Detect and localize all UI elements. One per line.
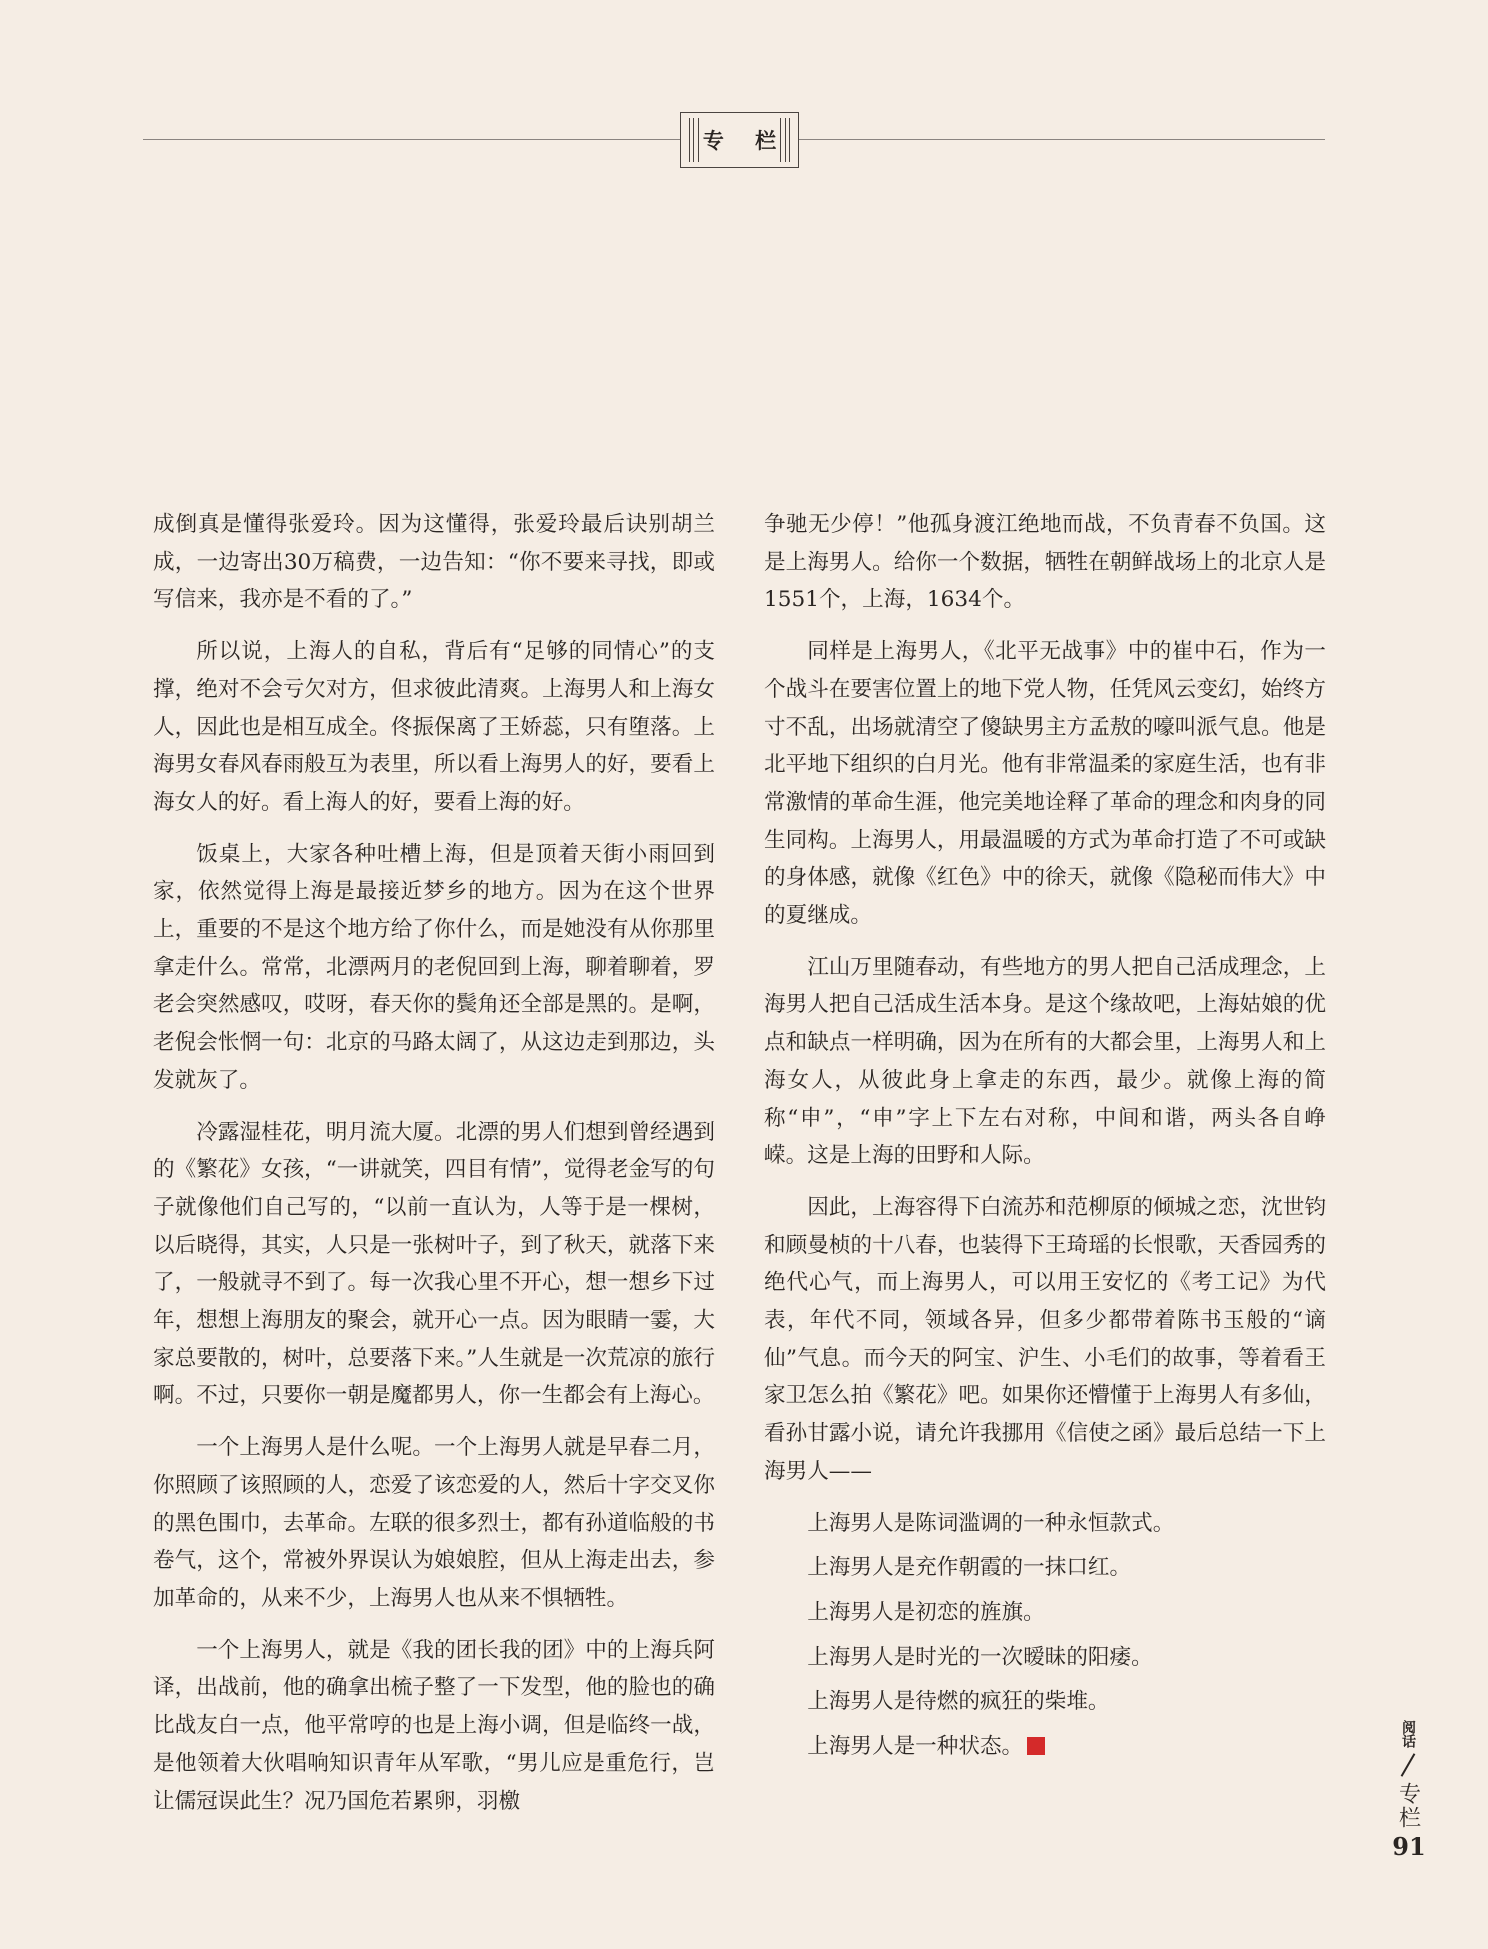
- running-footer: [1390, 1720, 1426, 1830]
- paragraph: 所以说，上海人的自私，背后有“足够的同情心”的支撑，绝对不会亏欠对方，但求彼此清爽。上海男人和上海女人，因此也是相互成全。佟振保离了王娇蕊，只有堕落。上海男女春风春雨般互为表里，所以看上海男人的好，要看上海女人的好。看上海人的好，要看上海的好。: [153, 639, 715, 815]
- paragraph: 冷露湿桂花，明月流大厦。北漂的男人们想到曾经遇到的《繁花》女孩，“一讲就笑，四目有情”，觉得老金写的句子就像他们自己写的，“以前一直认为，人等于是一棵树，以后晓得，其实，人只是一张树叶子，到了秋天，就落下来了，一般就寻不到了。每一次我心里不开心，想一想乡下过年，想想上海朋友的聚会，就开心一点。因为眼睛一霎，大家总要散的，树叶，总要落下来。”人生就是一次荒凉的旅行啊。不过，只要你一朝是魔都男人，你一生都会有上海心。: [153, 1119, 715, 1409]
- verse-line: 上海男人是待燃的疯狂的柴堆。: [807, 1689, 1110, 1715]
- slash-divider: [1401, 1753, 1416, 1777]
- verse-line: 上海男人是初恋的旌旗。: [807, 1599, 1045, 1625]
- end-mark-icon: [1027, 1737, 1045, 1755]
- verse-line: 上海男人是时光的一次暧昧的阳痿。: [807, 1644, 1153, 1670]
- verse-text: 上海男人是一种状态。: [807, 1734, 1024, 1760]
- verse-line-final: [764, 1728, 1326, 1766]
- paragraph: 一个上海男人，就是《我的团长我的团》中的上海兵阿译，出战前，他的确拿出梳子整了一下发型，他的脸也的确比战友白一点，他平常哼的也是上海小调，但是临终一战，是他领着大伙唱响知识青年从军歌，“男儿应是重危行，岂让儒冠误此生？况乃国危若累卵，羽檄: [153, 1637, 715, 1814]
- paragraph: 一个上海男人是什么呢。一个上海男人就是早春二月，你照顾了该照顾的人，恋爱了该恋爱的人，然后十字交叉你的黑色围巾，去革命。左联的很多烈士，都有孙道临般的书卷气，这个，常被外界误认为娘娘腔，但从上海走出去，参加革命的，从来不少，上海男人也从来不惧牺牲。: [153, 1435, 715, 1611]
- paragraph: 因此，上海容得下白流苏和范柳原的倾城之恋，沈世钧和顾曼桢的十八春，也装得下王琦瑶的长恨歌，天香园秀的绝代心气，而上海男人，可以用王安忆的《考工记》为代表，年代不同，领域各异，但多少都带着陈书玉般的“谪仙”气息。而今天的阿宝、沪生、小毛们的故事，等着看王家卫怎么拍《繁花》吧。如果你还懵懂于上海男人有多仙，看孙甘露小说，请允许我挪用《信使之函》最后总结一下上海男人——: [764, 1194, 1326, 1484]
- paragraph: 饭桌上，大家各种吐槽上海，但是顶着天街小雨回到家，依然觉得上海是最接近梦乡的地方。因为在这个世界上，重要的不是这个地方给了你什么，而是她没有从你那里拿走什么。常常，北漂两月的老倪回到上海，聊着聊着，罗老会突然感叹，哎呀，春天你的鬓角还全部是黑的。是啊，老倪会怅惘一句：北京的马路太阔了，从这边走到那边，头发就灰了。: [153, 841, 715, 1093]
- section-label: 专 栏: [702, 128, 789, 153]
- paragraph: 江山万里随春动，有些地方的男人把自己活成理念，上海男人把自己活成生活本身。是这个缘故吧，上海姑娘的优点和缺点一样明确，因为在所有的大都会里，上海男人和上海女人，从彼此身上拿走的东西，最少。就像上海的简称“申”，“申”字上下左右对称，中间和谐，两头各自峥嵘。这是上海的田野和人际。: [764, 954, 1326, 1169]
- section-name: 专栏: [1395, 1782, 1421, 1830]
- verse-line: 上海男人是陈词滥调的一种永恒款式。: [807, 1510, 1175, 1536]
- paragraph: 争驰无少停！”他孤身渡江绝地而战，不负青春不负国。这是上海男人。给你一个数据，牺牲在朝鲜战场上的北京人是1551个，上海，1634个。: [764, 512, 1326, 613]
- section-badge: [680, 112, 799, 168]
- section-badge-frame: [689, 118, 790, 162]
- page-number: 91: [1392, 1832, 1426, 1861]
- left-column: [153, 506, 715, 1834]
- right-column: [764, 506, 1326, 1773]
- paragraph: 同样是上海男人，《北平无战事》中的崔中石，作为一个战斗在要害位置上的地下党人物，任凭风云变幻，始终方寸不乱，出场就清空了傻缺男主方孟敖的嚎叫派气息。他是北平地下组织的白月光。他有非常温柔的家庭生活，也有非常激情的革命生涯，他完美地诠释了革命的理念和肉身的同生同构。上海男人，用最温暖的方式为革命打造了不可或缺的身体感，就像《红色》中的徐天，就像《隐秘而伟大》中的夏继成。: [764, 639, 1326, 929]
- verse-line: 上海男人是充作朝霞的一抹口红。: [807, 1555, 1132, 1581]
- magazine-brand: 阅话: [1400, 1720, 1416, 1748]
- paragraph: 成倒真是懂得张爱玲。因为这懂得，张爱玲最后诀别胡兰成，一边寄出30万稿费，一边告知：“你不要来寻找，即或写信来，我亦是不看的了。”: [153, 512, 715, 613]
